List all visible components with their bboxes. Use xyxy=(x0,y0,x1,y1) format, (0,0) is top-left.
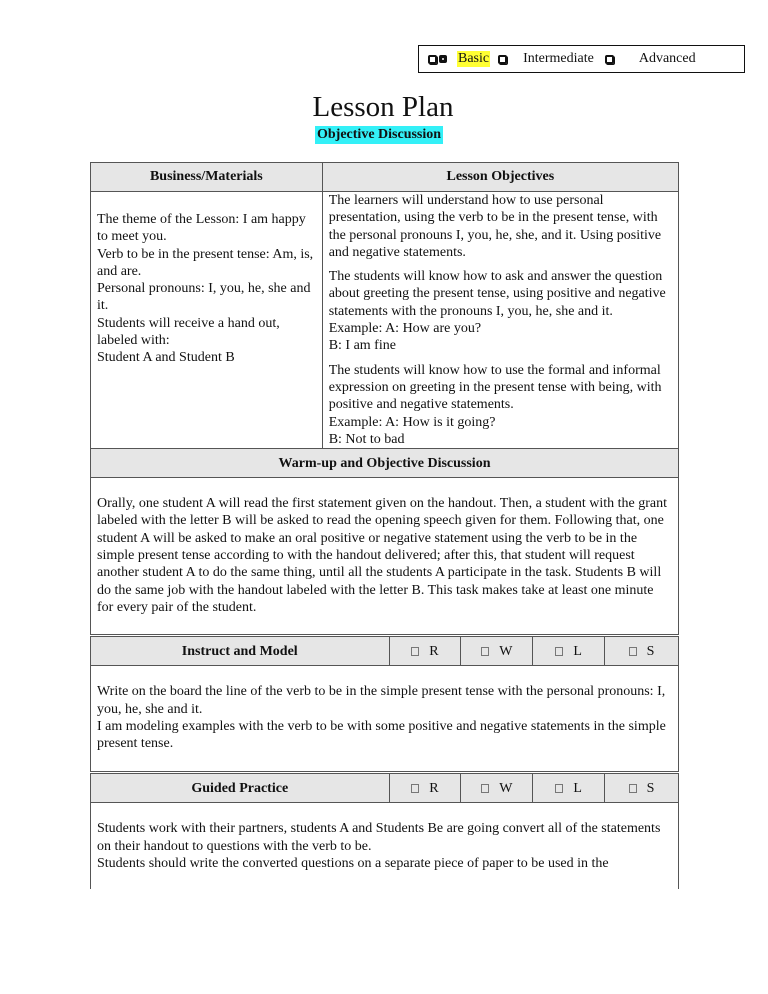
checkbox-icon[interactable] xyxy=(555,784,563,793)
warmup-header-row xyxy=(91,449,679,478)
checkbox-icon[interactable] xyxy=(411,647,419,656)
subtitle xyxy=(315,125,443,144)
checkbox-icon[interactable] xyxy=(629,647,637,656)
guided-line: Students should write the converted questions on a separate piece of paper to be used in the xyxy=(97,856,609,872)
instruct-body-row xyxy=(91,666,679,773)
skill-label: S xyxy=(646,643,655,659)
skill-speaking[interactable] xyxy=(605,636,679,666)
lesson-plan-table xyxy=(90,162,679,912)
skill-label: R xyxy=(429,643,439,659)
checkbox-icon[interactable] xyxy=(555,647,563,656)
instruct-line: Write on the board the line of the verb to be in the simple present tense with the personal pronouns: I, you, he, she and it. xyxy=(97,684,666,717)
skill-reading[interactable] xyxy=(389,773,461,803)
checked-mark-icon xyxy=(439,55,447,63)
level-label-basic: Basic xyxy=(458,51,490,66)
checkbox-icon[interactable] xyxy=(629,784,637,793)
objectives-header: Lesson Objectives xyxy=(322,163,678,192)
skill-listening[interactable] xyxy=(533,773,605,803)
objective-example: B: I am fine xyxy=(328,338,396,354)
level-option-basic[interactable] xyxy=(428,51,490,67)
skill-reading[interactable] xyxy=(389,636,461,666)
objective-example: Example: A: How are you? xyxy=(328,321,482,337)
skill-label: L xyxy=(573,780,582,796)
checkbox-icon[interactable] xyxy=(428,55,437,64)
materials-objectives-row xyxy=(91,192,679,449)
subtitle-text: Objective Discussion xyxy=(317,127,442,142)
level-label-advanced: Advanced xyxy=(638,51,696,66)
page-title xyxy=(0,90,768,124)
skill-label: W xyxy=(499,643,513,659)
materials-objectives-header-row xyxy=(91,163,679,192)
page-title-text: Lesson Plan xyxy=(312,91,454,123)
warmup-body: Orally, one student A will read the first statement given on the handout. Then, a student with the grant labeled with the letter B will be asked to read the opening speech given for them. Following that, one student A will be asked to make an oral positive or negative statement using the verb to be in the simple present tense according to with the handout delivered; after this, that student will request another student A to do the same thing, until all the students A participate in the task. Students B will do the same job with the handout labeled with the letter B. This task makes take at least one minute for every pair of the student. xyxy=(91,478,679,636)
instruct-line: I am modeling examples with the verb to be with some positive and negative statements in the simple present tense. xyxy=(97,718,666,752)
objective-text: The students will know how to use the formal and informal expression on greeting in the present tense with being, with positive and negative statements. xyxy=(328,362,662,413)
level-option-intermediate[interactable] xyxy=(498,51,594,67)
objective-text: The learners will understand how to use personal presentation, using the verb to be in the present tense, with the personal pronouns I, you, he, she, and it. Using positive and negative statements. xyxy=(328,193,662,260)
materials-cell xyxy=(91,192,323,449)
skill-writing[interactable] xyxy=(461,636,533,666)
level-selector xyxy=(418,45,745,73)
skill-label: L xyxy=(573,643,582,659)
level-option-advanced[interactable] xyxy=(605,51,696,67)
materials-line: Student A and Student B xyxy=(97,350,235,366)
objective-paragraph xyxy=(329,192,674,261)
warmup-header: Warm-up and Objective Discussion xyxy=(91,449,679,478)
guided-header: Guided Practice xyxy=(91,773,390,803)
checkbox-icon[interactable] xyxy=(481,784,489,793)
materials-line: The theme of the Lesson: I am happy to meet you. xyxy=(97,212,306,245)
materials-header: Business/Materials xyxy=(91,163,323,192)
objective-example: B: Not to bad xyxy=(328,431,405,447)
objective-example: Example: A: How is it going? xyxy=(328,414,496,430)
skill-writing[interactable] xyxy=(461,773,533,803)
materials-line: Personal pronouns: I, you, he, she and it. xyxy=(97,281,311,314)
checkbox-icon[interactable] xyxy=(411,784,419,793)
level-label-intermediate: Intermediate xyxy=(523,51,594,66)
instruct-header-row xyxy=(91,636,679,666)
objectives-cell xyxy=(322,192,678,449)
checkbox-icon[interactable] xyxy=(605,55,614,64)
skill-label: R xyxy=(429,780,439,796)
objective-paragraph xyxy=(329,362,674,448)
instruct-body xyxy=(91,666,679,773)
skill-speaking[interactable] xyxy=(605,773,679,803)
materials-line: Verb to be in the present tense: Am, is, and are. xyxy=(97,246,314,279)
skill-label: W xyxy=(499,780,513,796)
skill-label: S xyxy=(646,780,655,796)
warmup-body-row xyxy=(91,478,679,636)
checkbox-icon[interactable] xyxy=(498,55,507,64)
skill-listening[interactable] xyxy=(533,636,605,666)
page-cutoff xyxy=(0,889,768,994)
instruct-header: Instruct and Model xyxy=(91,636,390,666)
guided-line: Students work with their partners, students A and Students Be are going convert all of the statements on their handout to questions with the verb to be. xyxy=(97,821,661,854)
objective-text: The students will know how to ask and answer the question about greeting the present tense, using positive and negative statements with the pronouns I, you, he, she and it. xyxy=(328,269,666,319)
guided-header-row xyxy=(91,773,679,803)
objective-paragraph xyxy=(329,268,674,354)
materials-line: Students will receive a hand out, labeled with: xyxy=(97,315,280,349)
checkbox-icon[interactable] xyxy=(481,647,489,656)
